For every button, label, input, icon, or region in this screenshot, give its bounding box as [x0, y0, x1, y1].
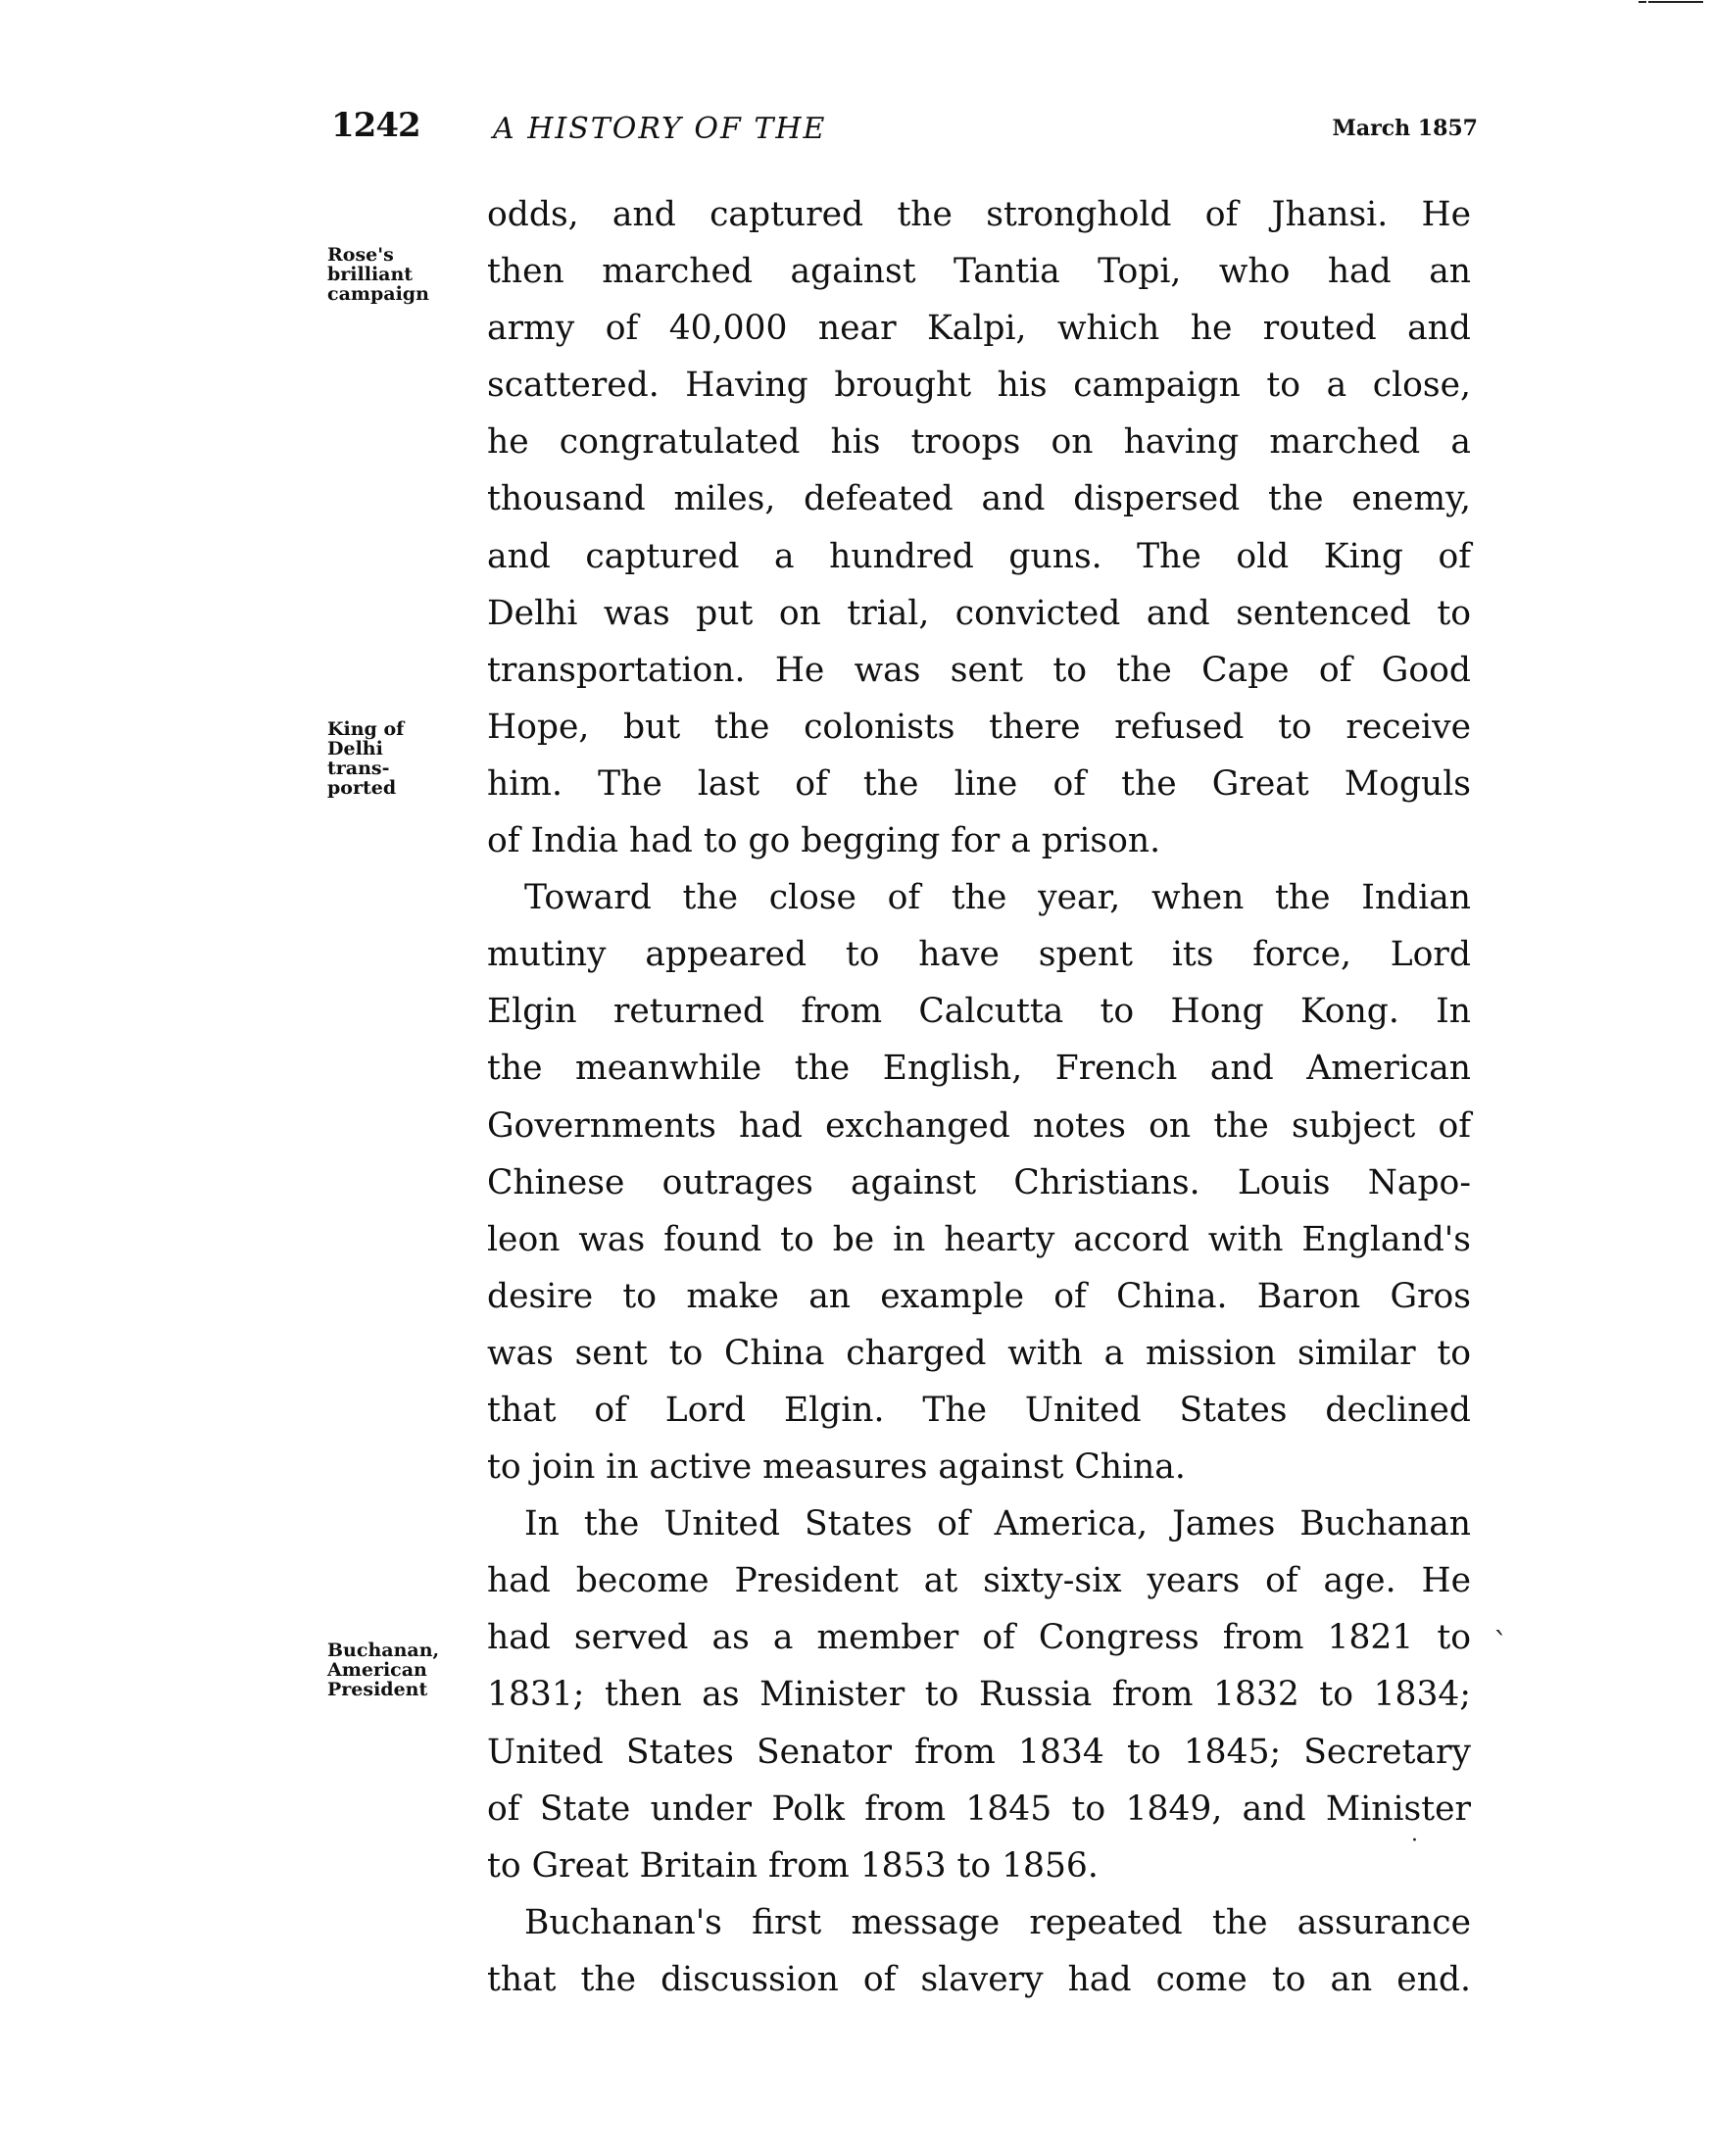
text-line: thousand miles, defeated and dispersed the enemy,: [487, 479, 1471, 519]
text-line: mutiny appeared to have spent its force, Lord: [487, 935, 1471, 975]
text-line: had become President at sixty-six years of age. He: [487, 1561, 1471, 1601]
text-line: had served as a member of Congress from 1821 to: [487, 1618, 1471, 1658]
text-line: leon was found to be in hearty accord with England's: [487, 1219, 1471, 1259]
text-line: then marched against Tantia Topi, who had an: [487, 252, 1471, 292]
page-number: 1242: [331, 106, 420, 145]
margin-note-line: campaign: [327, 283, 429, 305]
text-line: Toward the close of the year, when the Indian: [524, 878, 1471, 918]
stray-tick-mark: `: [1493, 1627, 1508, 1661]
margin-note-roses-campaign: [327, 245, 429, 304]
text-line: of India had to go begging for a prison.: [487, 821, 1161, 861]
text-line: he congratulated his troops on having marched a: [487, 422, 1471, 463]
text-line: odds, and captured the stronghold of Jhansi. He: [487, 195, 1471, 234]
text-line: scattered. Having brought his campaign to a close,: [487, 366, 1471, 406]
paragraph: [487, 1894, 1471, 2008]
paragraph: [487, 1495, 1471, 1894]
text-line: to join in active measures against China.: [487, 1447, 1186, 1488]
running-title: A HISTORY OF THE: [493, 112, 827, 146]
margin-note-king-of-delhi: [327, 719, 404, 798]
text-line: that the discussion of slavery had come to an end.: [487, 1959, 1471, 1999]
text-line: desire to make an example of China. Baron Gros: [487, 1276, 1471, 1316]
text-line: 1831; then as Minister to Russia from 1832 to 1834;: [487, 1675, 1471, 1715]
paragraph: [487, 869, 1471, 1495]
text-line: of State under Polk from 1845 to 1849, and Minister: [487, 1788, 1471, 1829]
margin-note-line: trans-: [327, 758, 390, 779]
margin-note-buchanan: [327, 1641, 439, 1699]
text-line: and captured a hundred guns. The old King of: [487, 536, 1471, 576]
margin-note-line: Delhi: [327, 738, 383, 760]
corner-rule: [1648, 1, 1703, 3]
text-line: the meanwhile the English, French and American: [487, 1049, 1471, 1089]
text-line: army of 40,000 near Kalpi, which he routed and: [487, 309, 1471, 349]
text-line: Buchanan's first message repeated the assurance: [524, 1902, 1471, 1942]
margin-note-line: Buchanan,: [327, 1640, 440, 1661]
text-line: Governments had exchanged notes on the subject of: [487, 1105, 1471, 1146]
margin-note-line: King of: [327, 718, 405, 740]
text-line: transportation. He was sent to the Cape of Good: [487, 650, 1471, 690]
running-date: March 1857: [1332, 116, 1478, 141]
text-line: that of Lord Elgin. The United States declined: [487, 1390, 1471, 1430]
text-line: Elgin returned from Calcutta to Hong Kong. In: [487, 992, 1471, 1032]
margin-note-line: brilliant: [327, 264, 414, 285]
margin-note-line: President: [327, 1679, 428, 1700]
margin-note-line: ported: [327, 777, 397, 799]
margin-note-line: Rose's: [327, 244, 394, 266]
text-line: him. The last of the line of the Great Moguls: [487, 763, 1471, 804]
text-line: was sent to China charged with a mission similar to: [487, 1333, 1471, 1373]
page-header: [331, 106, 1478, 155]
stray-dot-mark: ·: [1411, 1829, 1418, 1853]
margin-note-line: American: [327, 1659, 427, 1681]
body-text: [487, 186, 1471, 2008]
text-line: Chinese outrages against Christians. Louis Napo-: [487, 1162, 1471, 1202]
text-line: Hope, but the colonists there refused to receive: [487, 707, 1471, 747]
text-line: United States Senator from 1834 to 1845; Secretary: [487, 1732, 1471, 1772]
text-line: to Great Britain from 1853 to 1856.: [487, 1845, 1099, 1886]
text-line: Delhi was put on trial, convicted and sentenced to: [487, 593, 1471, 633]
paragraph: [487, 186, 1471, 869]
text-line: In the United States of America, James Buchanan: [524, 1504, 1471, 1544]
corner-rule: [1639, 1, 1646, 3]
